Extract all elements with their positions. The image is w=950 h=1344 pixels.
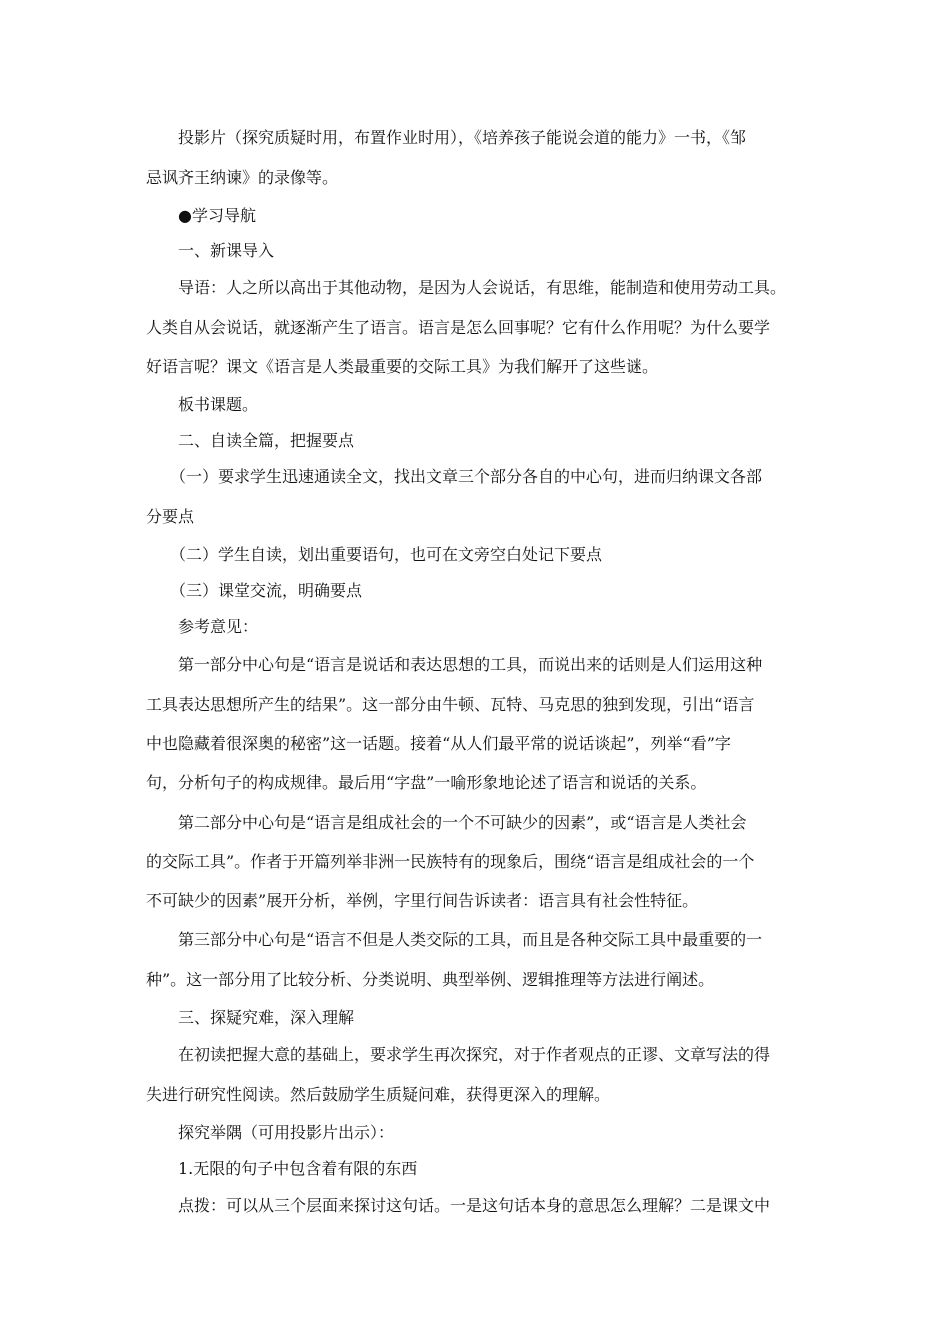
text-line: 好语言呢？课文《语言是人类最重要的交际工具》为我们解开了这些谜。 [146, 357, 659, 376]
text-line: 第三部分中心句是“语言不但是人类交际的工具，而且是各种交际工具中最重要的一 [178, 930, 763, 949]
text-line: 第二部分中心句是“语言是组成社会的一个不可缺少的因素”，或“语言是人类社会 [178, 813, 747, 832]
text-line: （一）要求学生迅速通读全文，找出文章三个部分各自的中心句，进而归纳课文各部 [170, 467, 763, 486]
text-line: 探究举隅（可用投影片出示）： [178, 1123, 395, 1142]
text-line: 板书课题。 [178, 395, 259, 414]
section-heading: ●学习导航 [178, 206, 256, 225]
text-line: 参考意见： [178, 617, 259, 636]
text-line: 投影片（探究质疑时用，布置作业时用），《培养孩子能说会道的能力》一书，《邹 [178, 128, 747, 147]
text-line: 句，分析句子的构成规律。最后用“字盘”一喻形象地论述了语言和说话的关系。 [146, 773, 707, 792]
text-line: （三）课堂交流，明确要点 [170, 581, 363, 600]
text-line: 第一部分中心句是“语言是说话和表达思想的工具，而说出来的话则是人们运用这种 [178, 655, 763, 674]
text-line: 人类自从会说话，就逐渐产生了语言。语言是怎么回事呢？它有什么作用呢？为什么要学 [146, 318, 771, 337]
text-line: 的交际工具”。作者于开篇列举非洲一民族特有的现象后，围绕“语言是组成社会的一个 [146, 852, 755, 871]
text-line: 中也隐藏着很深奥的秘密”这一话题。接着“从人们最平常的说话谈起”，列举“看”字 [146, 734, 731, 753]
text-line: 在初读把握大意的基础上，要求学生再次探究，对于作者观点的正谬、文章写法的得 [178, 1045, 771, 1064]
list-item: 1.无限的句子中包含着有限的东西 [178, 1159, 418, 1178]
text-line: 种”。这一部分用了比较分析、分类说明、典型举例、逻辑推理等方法进行阐述。 [146, 970, 715, 989]
text-line: 不可缺少的因素”展开分析，举例，字里行间告诉读者：语言具有社会性特征。 [146, 891, 699, 910]
text-line: 工具表达思想所产生的结果”。这一部分由牛顿、瓦特、马克思的独到发现，引出“语言 [146, 695, 755, 714]
text-line: 点拨：可以从三个层面来探讨这句话。一是这句话本身的意思怎么理解？二是课文中 [178, 1196, 771, 1215]
section-heading: 三、探疑究难，深入理解 [178, 1008, 355, 1027]
text-line: 导语：人之所以高出于其他动物，是因为人会说话，有思维，能制造和使用劳动工具。 [178, 278, 787, 297]
text-line: 分要点 [146, 507, 195, 526]
text-line: （二）学生自读，划出重要语句，也可在文旁空白处记下要点 [170, 545, 603, 564]
section-heading: 二、自读全篇，把握要点 [178, 431, 355, 450]
section-heading: 一、新课导入 [178, 241, 275, 260]
text-line: 失进行研究性阅读。然后鼓励学生质疑问难，获得更深入的理解。 [146, 1085, 611, 1104]
text-line: 忌讽齐王纳谏》的录像等。 [146, 168, 339, 187]
